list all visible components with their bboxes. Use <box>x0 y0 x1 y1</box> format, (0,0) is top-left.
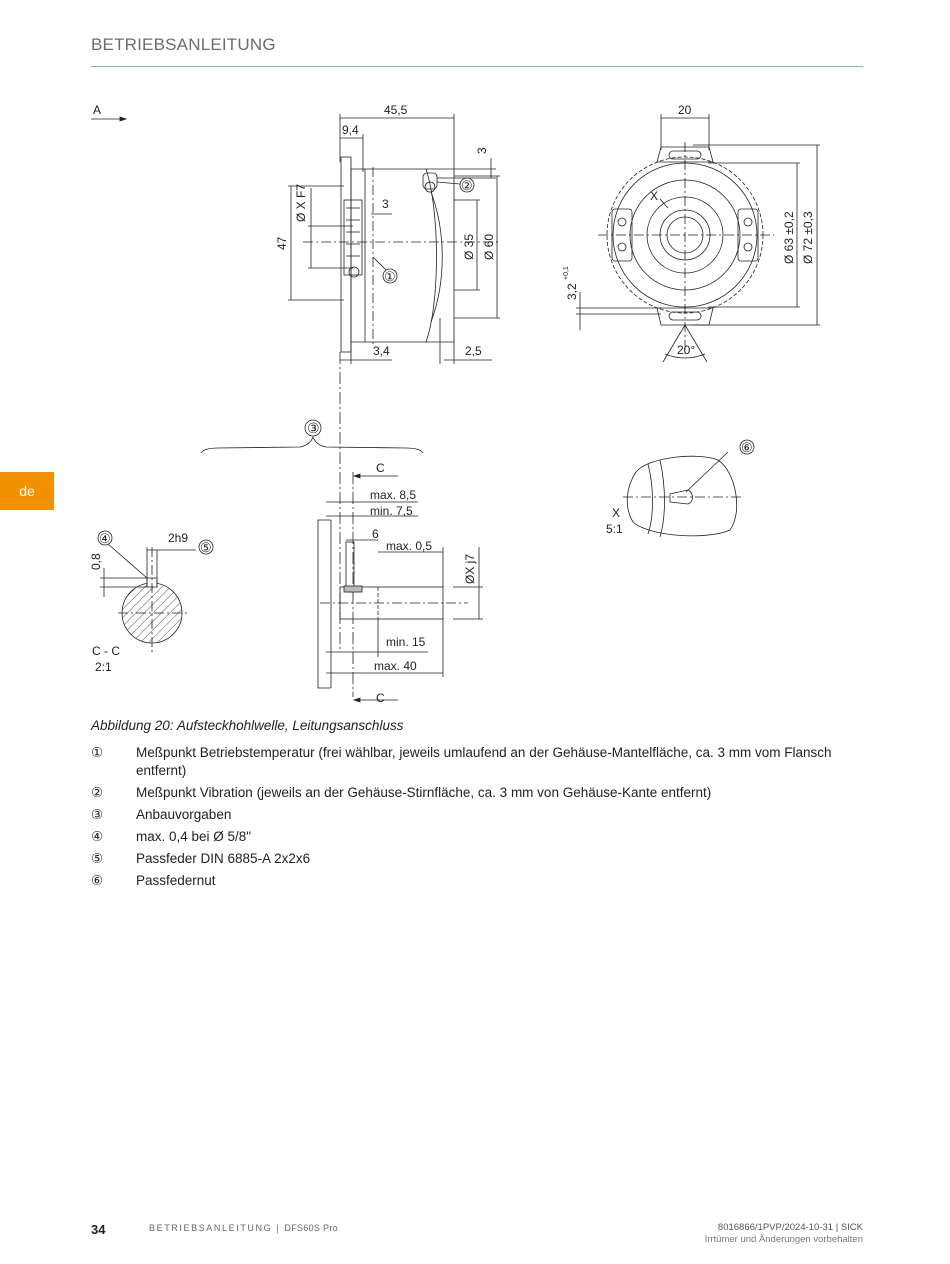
footer-product: DFS60S Pro <box>284 1223 338 1233</box>
dim-d63: Ø 63 ±0,2 <box>782 211 796 264</box>
detail-x-marker: X <box>650 189 659 203</box>
figure-caption: Abbildung 20: Aufsteckhohlwelle, Leitungsanschluss <box>91 718 404 733</box>
legend-number: ③ <box>91 807 104 822</box>
footer-right <box>705 1222 863 1245</box>
language-tab-label: de <box>19 483 35 499</box>
page-header-title: BETRIEBSANLEITUNG <box>91 35 276 54</box>
language-tab[interactable] <box>0 472 54 510</box>
dim-max-40: max. 40 <box>374 659 417 673</box>
legend-item <box>91 828 861 846</box>
dim-3-4: 3,4 <box>373 344 390 358</box>
dim-xf7: Ø X F7 <box>294 183 308 222</box>
legend-number: ⑥ <box>91 873 104 888</box>
section-cc-view <box>98 531 213 652</box>
legend-item <box>91 784 861 802</box>
dim-2-5: 2,5 <box>465 344 482 358</box>
mounting-plate <box>318 520 331 688</box>
dim-max-8-5: max. 8,5 <box>370 488 417 502</box>
legend-item <box>91 872 861 890</box>
dim-3-top: 3 <box>475 147 489 154</box>
encoder-body <box>351 169 454 342</box>
dim-d60: Ø 60 <box>482 233 496 260</box>
legend-text: Passfedernut <box>136 873 216 888</box>
legend-text: Passfeder DIN 6885-A 2x2x6 <box>136 851 311 866</box>
footer-separator: | <box>276 1223 281 1233</box>
legend-number: ② <box>91 785 104 800</box>
dim-min-15: min. 15 <box>386 635 426 649</box>
legend-text: Anbauvorgaben <box>136 807 232 822</box>
detail-x-scale: 5:1 <box>606 522 623 536</box>
dim-47: 47 <box>275 236 289 250</box>
dim-2h9: 2h9 <box>168 531 189 545</box>
dim-3-2-tolerance: +0,1 <box>563 266 570 280</box>
view-a-label: A <box>93 103 102 117</box>
dim-d72: Ø 72 ±0,3 <box>801 211 815 264</box>
footer-doc-id-line <box>705 1222 863 1233</box>
callout-1: ① <box>384 269 396 284</box>
page-number: 34 <box>91 1222 106 1237</box>
footer-doc-type: BETRIEBSANLEITUNG <box>149 1223 273 1233</box>
legend-number: ④ <box>91 829 104 844</box>
footer-separator-right: | <box>835 1222 839 1233</box>
legend-item <box>91 850 861 868</box>
footer-brand: SICK <box>840 1222 863 1233</box>
dim-3-2: 3,2 <box>565 283 579 300</box>
legend-number: ⑤ <box>91 851 104 866</box>
dim-0-8: 0,8 <box>89 553 103 570</box>
header-divider <box>91 66 863 67</box>
legend-number: ① <box>91 745 104 760</box>
callout-3: ③ <box>307 420 320 436</box>
legend-text: Meßpunkt Betriebstemperatur (frei wählbar, jeweils umlaufend an der Gehäuse-Mantelfläche, ca. 3 mm vom Flansch entfernt) <box>136 745 832 778</box>
dim-min-7-5: min. 7,5 <box>370 504 413 518</box>
body-chamfer <box>426 169 437 342</box>
footer-disclaimer: Irrtümer und Änderungen vorbehalten <box>704 1234 863 1245</box>
view-a-arrowhead <box>120 117 126 121</box>
detail-x-outline <box>627 456 736 536</box>
legend-text: max. 0,4 bei Ø 5/8" <box>136 829 252 844</box>
section-c-top: C <box>376 461 385 475</box>
dim-20-degrees: 20° <box>677 343 696 357</box>
detail-x-label: X <box>612 506 621 520</box>
callout-2: ② <box>461 178 473 193</box>
technical-drawing <box>88 92 815 712</box>
dim-20: 20 <box>678 103 692 117</box>
dim-max-0-5: max. 0,5 <box>386 539 433 553</box>
dim-6: 6 <box>372 527 379 541</box>
dim-45-5: 45,5 <box>384 103 408 117</box>
callout-4: ④ <box>99 531 111 546</box>
dim-3-inner: 3 <box>382 197 389 211</box>
section-c-bottom: C <box>376 691 385 705</box>
dim-9-4: 9,4 <box>342 123 359 137</box>
footer-doc-id: 8016866/1PVP/2024-10-31 <box>717 1222 834 1233</box>
dim-d35: Ø 35 <box>462 233 476 260</box>
figure-legend <box>91 744 861 894</box>
callout-5: ⑤ <box>200 540 212 555</box>
legend-item <box>91 806 861 824</box>
brace-3 <box>201 437 423 453</box>
legend-item <box>91 744 861 780</box>
legend-text: Meßpunkt Vibration (jeweils an der Gehäuse-Stirnfläche, ca. 3 mm von Gehäuse-Kante entfernt) <box>136 785 712 800</box>
section-cc-scale: 2:1 <box>95 660 112 674</box>
callout-6: ⑥ <box>741 440 753 455</box>
dim-xj7: ØX j7 <box>463 553 477 584</box>
installation-spec <box>201 352 483 702</box>
footer-document-title <box>149 1223 338 1233</box>
section-cc-label: C - C <box>92 644 120 658</box>
detail-x-view <box>623 440 754 537</box>
